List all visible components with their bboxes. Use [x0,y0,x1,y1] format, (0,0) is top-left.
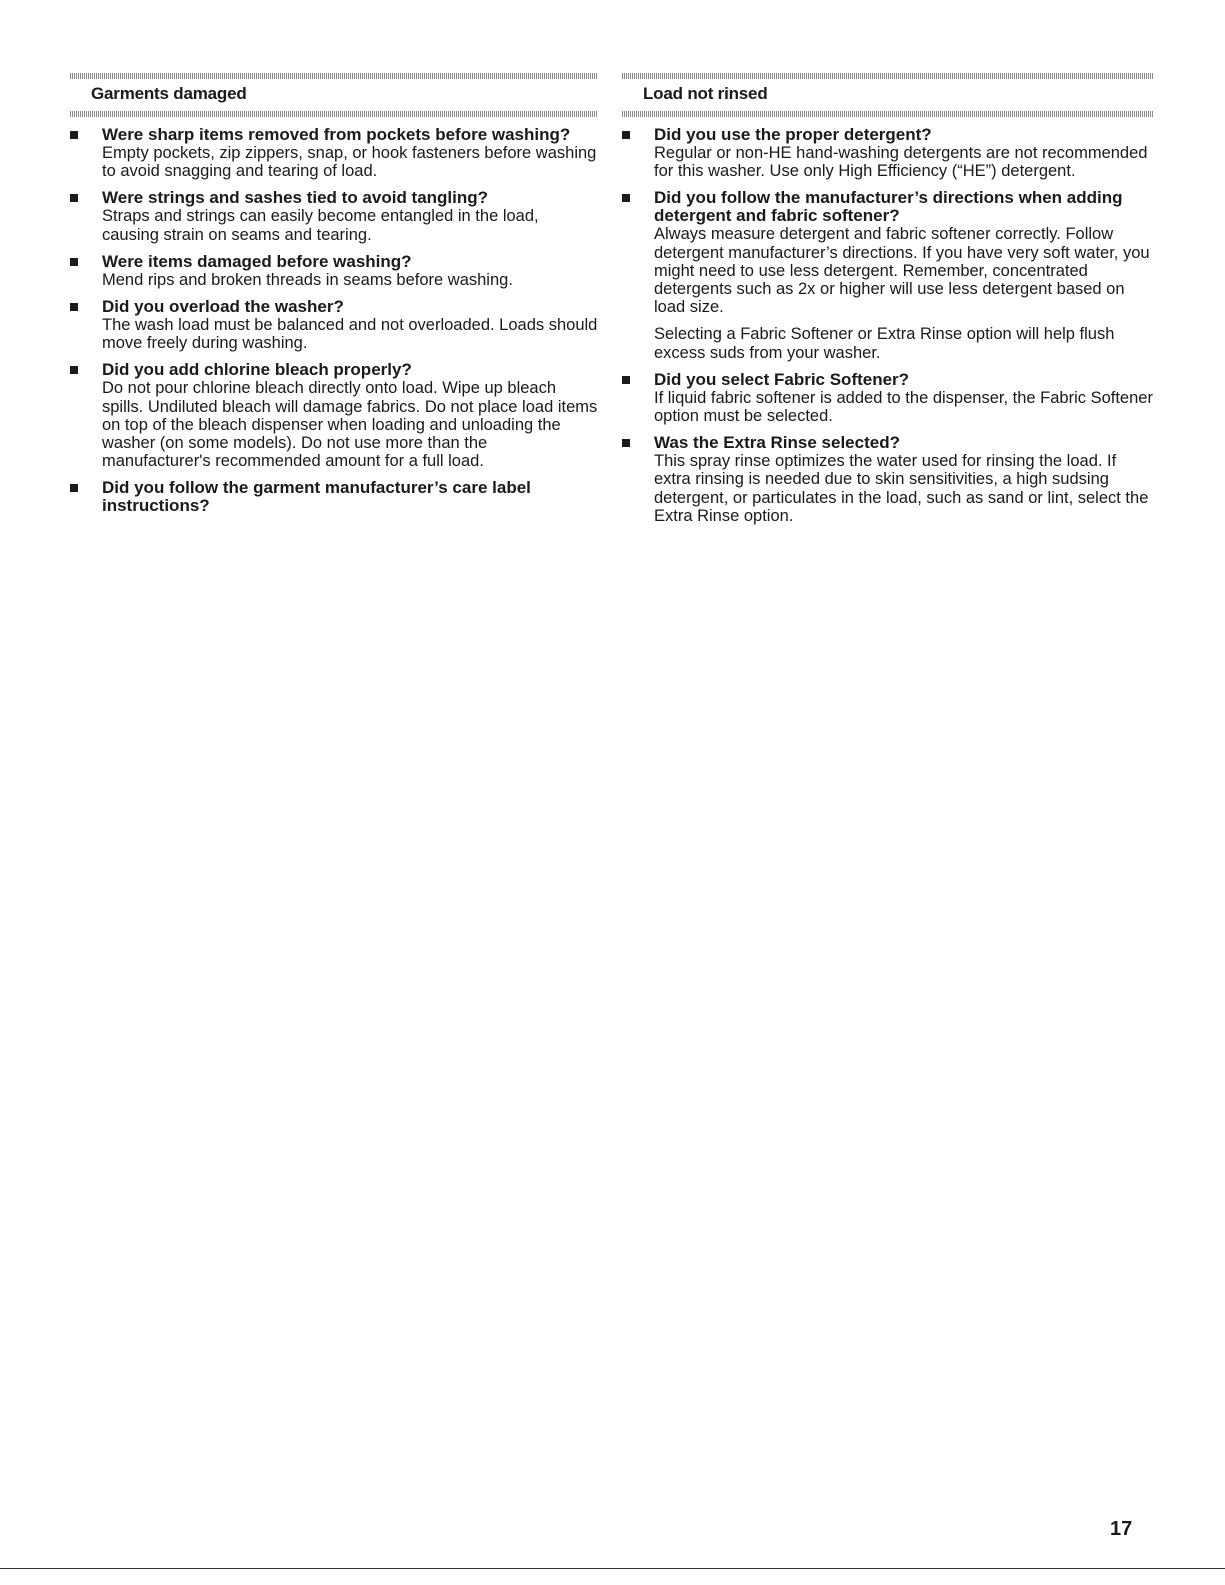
list-item [622,434,1154,525]
question: Did you add chlorine bleach properly? [102,360,412,380]
list-item [622,126,1154,180]
square-bullet-icon [70,303,78,311]
list-item [622,371,1154,425]
square-bullet-icon [622,376,630,384]
answer: Always measure detergent and fabric softener correctly. Follow detergent manufacturer’s directions. If you have very soft water, you might need to use less detergent. Remember, concentrated detergents such as 2x or higher will use less detergent based on load size. [654,225,1150,317]
question: Did you use the proper detergent? [654,125,932,144]
square-bullet-icon [622,131,630,139]
answer: Straps and strings can easily become entangled in the load, causing strain on seams and tearing. [102,207,539,244]
answer: The wash load must be balanced and not overloaded. Loads should move freely during washing. [102,316,598,353]
section-title: Load not rinsed [643,84,768,103]
question: Were strings and sashes tied to avoid tangling? [102,188,489,208]
troubleshooting-list [622,126,1154,525]
question: Were items damaged before washing? [102,251,412,271]
square-bullet-icon [70,484,78,492]
question: Were sharp items removed from pockets before washing? [102,125,571,144]
footer-rule [0,1568,1225,1569]
square-bullet-icon [70,258,78,266]
square-bullet-icon [70,366,78,374]
hatch-rule-top [70,73,598,79]
list-item [70,479,598,515]
question: Did you follow the manufacturer’s directions when adding detergent and fabric softener? [654,188,1123,226]
square-bullet-icon [70,194,78,202]
square-bullet-icon [70,131,78,139]
hatch-rule-top [622,73,1154,79]
section-title: Garments damaged [91,84,247,103]
list-item [70,361,598,470]
list-item [70,253,598,289]
answer: Empty pockets, zip zippers, snap, or hook fasteners before washing to avoid snagging and tearing of load. [102,144,597,181]
answer: Do not pour chlorine bleach directly onto load. Wipe up bleach spills. Undiluted bleach will damage fabrics. Do not place load items on top of the bleach dispenser when loading and unloading the washer (on some models). Do not use more than the manufacturer's recommended amount for a full load. [102,379,598,471]
answer: If liquid fabric softener is added to the dispenser, the Fabric Softener option must be selected. [654,388,1153,426]
square-bullet-icon [622,439,630,447]
left-column [70,73,598,524]
page-number: 17 [1110,1518,1133,1540]
answer: Regular or non-HE hand-washing detergents are not recommended for this washer. Use only High Efficiency (“HE”) detergent. [654,144,1148,181]
question: Did you select Fabric Softener? [654,369,910,389]
list-item [622,189,1154,361]
question: Did you follow the garment manufacturer’s care label instructions? [102,478,531,516]
list-item [70,189,598,243]
section-header-garments-damaged [70,73,598,117]
answer: This spray rinse optimizes the water used for rinsing the load. If extra rinsing is needed due to skin sensitivities, a high sudsing detergent, or particulates in the load, such as sand or lint, select the Extra Rinse option. [654,452,1149,525]
question: Did you overload the washer? [102,297,344,317]
list-item [70,298,598,352]
hatch-rule-bottom [622,111,1154,117]
section-header-load-not-rinsed [622,73,1154,117]
troubleshooting-list [70,126,598,515]
answer: Mend rips and broken threads in seams before washing. [102,270,513,289]
answer: Selecting a Fabric Softener or Extra Rinse option will help flush excess suds from your washer. [654,325,1115,362]
question: Was the Extra Rinse selected? [654,433,900,453]
list-item [70,126,598,180]
right-column [622,73,1154,534]
hatch-rule-bottom [70,111,598,117]
square-bullet-icon [622,194,630,202]
